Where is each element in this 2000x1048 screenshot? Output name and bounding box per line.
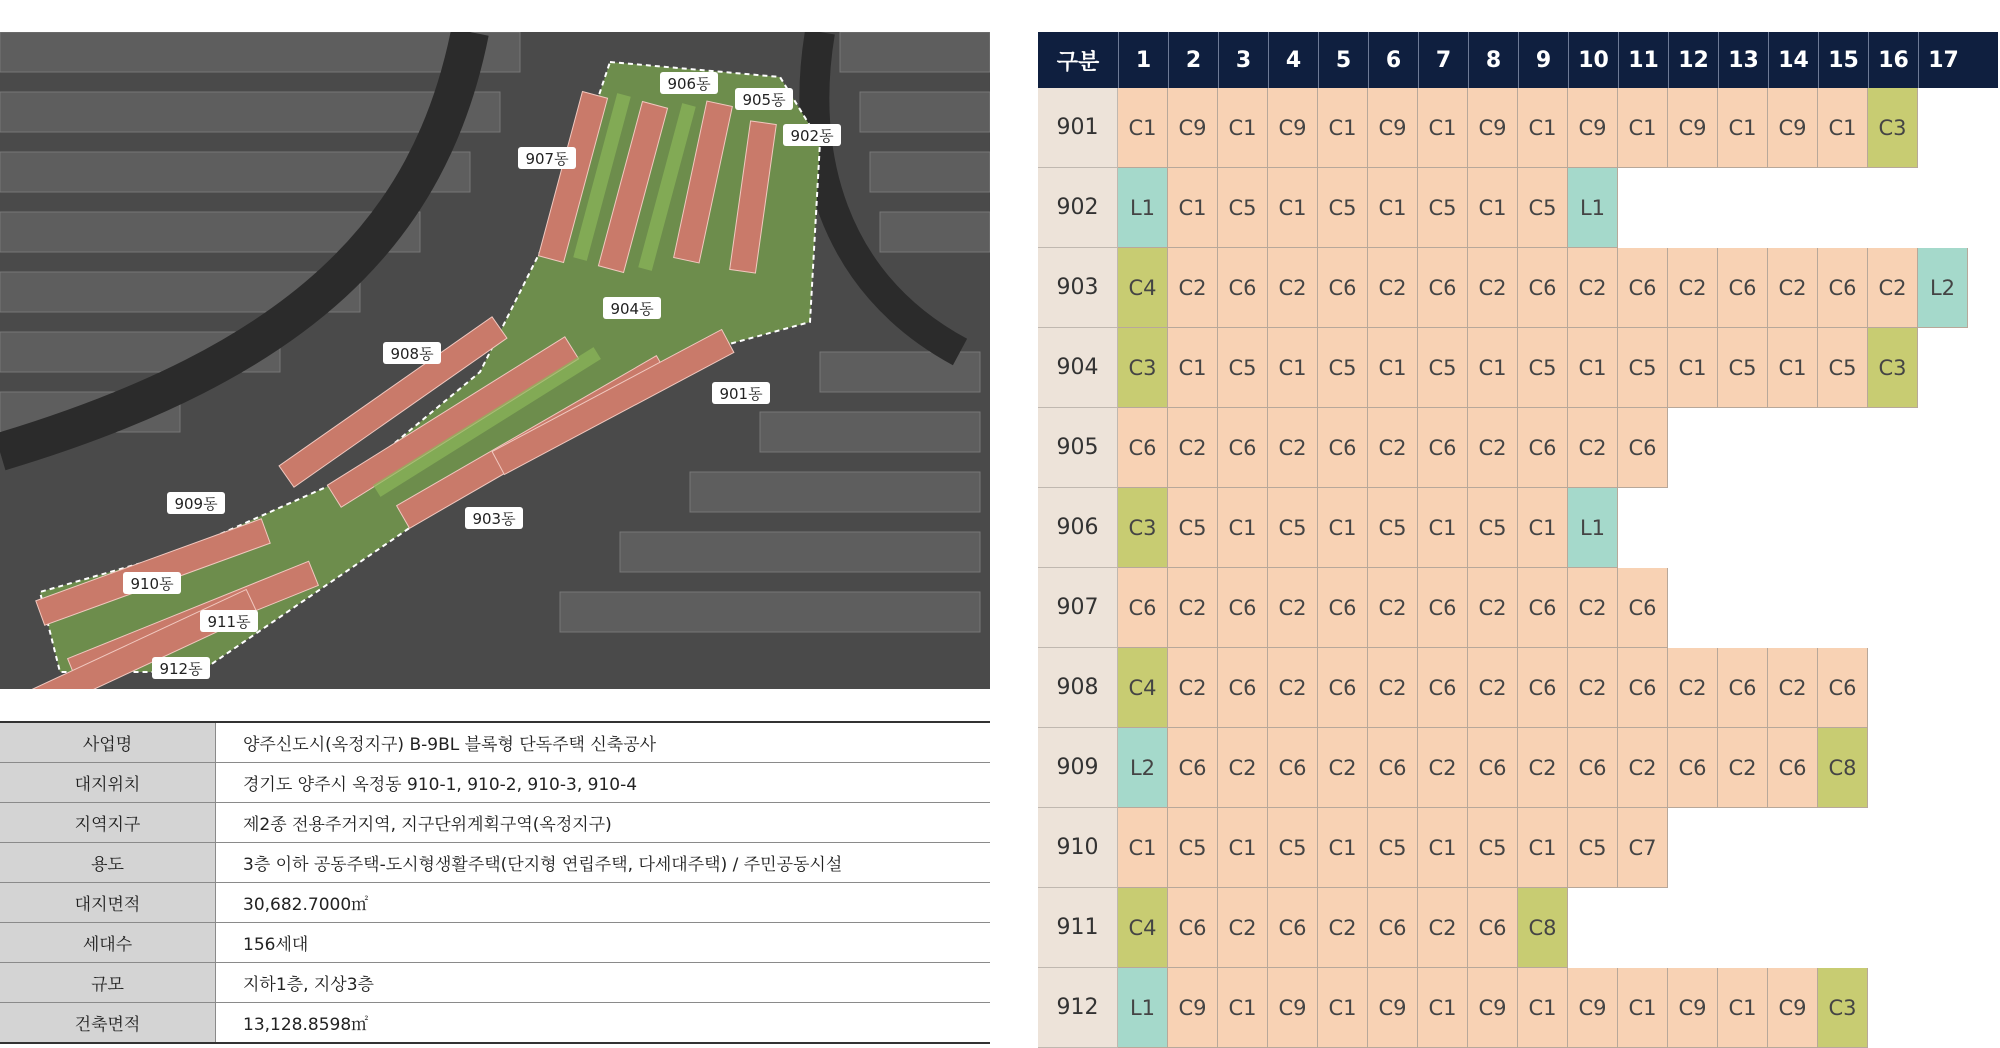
- unit-type-cell: C1: [1218, 808, 1268, 888]
- unit-type-cell: C5: [1318, 328, 1368, 408]
- unit-type-cell: C9: [1568, 88, 1618, 168]
- unit-type-cell: C3: [1118, 328, 1168, 408]
- unit-type-cell: C6: [1218, 408, 1268, 488]
- row-label: 910: [1038, 808, 1118, 888]
- unit-type-cell: C2: [1368, 408, 1418, 488]
- unit-type-cell: C5: [1518, 328, 1568, 408]
- unit-type-cell: C9: [1768, 88, 1818, 168]
- unit-type-cell: C2: [1468, 408, 1518, 488]
- grid-header-label: 구분: [1056, 49, 1100, 75]
- unit-type-cell: C1: [1818, 88, 1868, 168]
- svg-text:912동: 912동: [159, 660, 203, 678]
- unit-type-cell: C5: [1368, 808, 1418, 888]
- unit-type-cell: C2: [1168, 248, 1218, 328]
- unit-type-cell: C1: [1368, 168, 1418, 248]
- info-label: 용도: [0, 843, 216, 883]
- unit-type-cell: C2: [1668, 248, 1718, 328]
- unit-type-cell: C9: [1568, 968, 1618, 1048]
- unit-type-cell: C2: [1368, 248, 1418, 328]
- grid-column-header: 11: [1618, 32, 1668, 88]
- unit-type-cell: C6: [1468, 728, 1518, 808]
- svg-text:909동: 909동: [174, 495, 218, 513]
- svg-text:903동: 903동: [472, 510, 516, 528]
- info-row: [0, 923, 990, 963]
- unit-type-cell: C5: [1418, 328, 1468, 408]
- label-905: [735, 88, 793, 110]
- unit-type-cell: C2: [1218, 728, 1268, 808]
- unit-type-cell: C1: [1518, 488, 1568, 568]
- unit-type-cell: C1: [1668, 328, 1718, 408]
- grid-column-header: 6: [1368, 32, 1418, 88]
- label-908: [383, 342, 441, 364]
- unit-type-cell: C9: [1268, 968, 1318, 1048]
- grid-column-header: 14: [1768, 32, 1818, 88]
- unit-type-cell: C4: [1118, 648, 1168, 728]
- grid-rows: [1038, 88, 1998, 1048]
- info-label: 지역지구: [0, 803, 216, 843]
- unit-type-cell: C8: [1818, 728, 1868, 808]
- unit-type-cell: C5: [1268, 808, 1318, 888]
- unit-type-cell: C2: [1568, 648, 1618, 728]
- info-label: 세대수: [0, 923, 216, 963]
- unit-type-cell: C5: [1168, 808, 1218, 888]
- unit-type-cell: L1: [1568, 168, 1618, 248]
- row-label: 904: [1038, 328, 1118, 408]
- unit-type-cell: C2: [1268, 568, 1318, 648]
- unit-type-cell: C2: [1718, 728, 1768, 808]
- info-value: 지하1층, 지상3층: [216, 963, 991, 1003]
- label-912: [152, 657, 210, 679]
- unit-type-cell: C5: [1168, 488, 1218, 568]
- unit-type-cell: C6: [1418, 648, 1468, 728]
- info-value: 3층 이하 공동주택-도시형생활주택(단지형 연립주택, 다세대주택) / 주민공동시설: [216, 843, 991, 883]
- unit-type-cell: C9: [1168, 968, 1218, 1048]
- unit-type-cell: C2: [1268, 648, 1318, 728]
- info-row: [0, 883, 990, 923]
- svg-text:911동: 911동: [207, 613, 251, 631]
- unit-type-cell: C1: [1618, 968, 1668, 1048]
- unit-type-cell: C6: [1768, 728, 1818, 808]
- unit-type-cell: C2: [1268, 248, 1318, 328]
- unit-type-cell: C5: [1568, 808, 1618, 888]
- unit-type-cell: C6: [1268, 728, 1318, 808]
- unit-type-cell: C2: [1568, 248, 1618, 328]
- unit-type-cell: C8: [1518, 888, 1568, 968]
- grid-row-903: [1038, 248, 1998, 328]
- unit-type-cell: C6: [1818, 248, 1868, 328]
- unit-type-cell: C6: [1168, 888, 1218, 968]
- unit-type-cell: C2: [1618, 728, 1668, 808]
- unit-type-cell: C2: [1168, 408, 1218, 488]
- info-value: 양주신도시(옥정지구) B-9BL 블록형 단독주택 신축공사: [216, 722, 991, 763]
- unit-type-cell: C9: [1468, 968, 1518, 1048]
- unit-type-cell: C9: [1268, 88, 1318, 168]
- unit-type-cell: C1: [1768, 328, 1818, 408]
- unit-type-cell: C1: [1468, 328, 1518, 408]
- unit-type-cell: C1: [1168, 328, 1218, 408]
- unit-type-cell: C6: [1218, 248, 1268, 328]
- label-909: [167, 492, 225, 514]
- unit-type-cell: C6: [1718, 648, 1768, 728]
- unit-type-cell: C1: [1368, 328, 1418, 408]
- unit-type-cell: C5: [1418, 168, 1468, 248]
- unit-type-cell: C5: [1218, 328, 1268, 408]
- unit-type-cell: C5: [1518, 168, 1568, 248]
- unit-type-cell: C1: [1518, 88, 1568, 168]
- site-plan-image: [0, 32, 990, 689]
- unit-type-cell: C6: [1118, 568, 1168, 648]
- grid-column-header: 3: [1218, 32, 1268, 88]
- unit-type-cell: C6: [1518, 648, 1568, 728]
- grid-row-906: [1038, 488, 1998, 568]
- unit-type-cell: C2: [1168, 568, 1218, 648]
- unit-type-cell: C2: [1518, 728, 1568, 808]
- unit-type-cell: C6: [1118, 408, 1168, 488]
- label-902: [783, 124, 841, 146]
- grid-header: [1038, 32, 1998, 88]
- unit-type-cell: C2: [1318, 728, 1368, 808]
- unit-type-cell: C6: [1418, 248, 1468, 328]
- unit-type-cell: C5: [1618, 328, 1668, 408]
- unit-type-cell: C6: [1218, 568, 1268, 648]
- unit-type-cell: C1: [1318, 488, 1368, 568]
- info-value: 13,128.8598㎡: [216, 1003, 991, 1044]
- unit-type-cell: C1: [1218, 88, 1268, 168]
- grid-row-904: [1038, 328, 1998, 408]
- unit-type-cell: C6: [1318, 248, 1368, 328]
- svg-text:902동: 902동: [790, 127, 834, 145]
- unit-type-cell: C6: [1368, 888, 1418, 968]
- unit-type-cell: C9: [1368, 88, 1418, 168]
- row-label: 909: [1038, 728, 1118, 808]
- unit-type-cell: C5: [1368, 488, 1418, 568]
- row-label: 903: [1038, 248, 1118, 328]
- grid-row-902: [1038, 168, 1998, 248]
- svg-text:904동: 904동: [610, 300, 654, 318]
- info-row: [0, 722, 990, 763]
- grid-column-header: 2: [1168, 32, 1218, 88]
- unit-type-cell: C5: [1268, 488, 1318, 568]
- unit-type-cell: C1: [1418, 808, 1468, 888]
- unit-type-cell: C1: [1268, 168, 1318, 248]
- unit-type-cell: C2: [1418, 728, 1468, 808]
- unit-type-cell: C1: [1418, 968, 1468, 1048]
- info-value: 제2종 전용주거지역, 지구단위계획구역(옥정지구): [216, 803, 991, 843]
- label-906: [660, 72, 718, 94]
- unit-type-cell: C9: [1668, 968, 1718, 1048]
- unit-type-cell: C1: [1318, 88, 1368, 168]
- row-label: 905: [1038, 408, 1118, 488]
- unit-type-cell: C7: [1618, 808, 1668, 888]
- unit-type-cell: C6: [1618, 568, 1668, 648]
- info-label: 사업명: [0, 722, 216, 763]
- row-label: 902: [1038, 168, 1118, 248]
- grid-column-header: 15: [1818, 32, 1868, 88]
- info-value: 30,682.7000㎡: [216, 883, 991, 923]
- unit-type-cell: C6: [1418, 408, 1468, 488]
- unit-type-cell: L2: [1118, 728, 1168, 808]
- grid-row-911: [1038, 888, 1998, 968]
- label-903: [465, 507, 523, 529]
- unit-type-cell: C6: [1168, 728, 1218, 808]
- info-row: [0, 763, 990, 803]
- unit-type-cell: C1: [1318, 968, 1368, 1048]
- unit-type-cell: L1: [1118, 968, 1168, 1048]
- label-907: [518, 147, 576, 169]
- grid-column-header: 13: [1718, 32, 1768, 88]
- unit-type-cell: C1: [1718, 968, 1768, 1048]
- unit-type-cell: C1: [1268, 328, 1318, 408]
- unit-type-cell: C1: [1618, 88, 1668, 168]
- info-row: [0, 803, 990, 843]
- row-label: 908: [1038, 648, 1118, 728]
- unit-type-cell: C2: [1468, 248, 1518, 328]
- label-901: [712, 382, 770, 404]
- unit-type-cell: C6: [1618, 408, 1668, 488]
- unit-type-cell: C3: [1868, 328, 1918, 408]
- row-label: 911: [1038, 888, 1118, 968]
- unit-type-cell: C1: [1118, 808, 1168, 888]
- grid-row-907: [1038, 568, 1998, 648]
- info-label: 건축면적: [0, 1003, 216, 1044]
- unit-type-cell: C3: [1868, 88, 1918, 168]
- unit-type-cell: C2: [1768, 248, 1818, 328]
- svg-text:905동: 905동: [742, 91, 786, 109]
- grid-column-header: 10: [1568, 32, 1618, 88]
- unit-type-cell: C6: [1368, 728, 1418, 808]
- unit-type-cell: C2: [1318, 888, 1368, 968]
- unit-type-cell: C5: [1468, 488, 1518, 568]
- unit-type-cell: C4: [1118, 888, 1168, 968]
- unit-type-cell: C3: [1118, 488, 1168, 568]
- info-label: 규모: [0, 963, 216, 1003]
- unit-type-cell: C2: [1268, 408, 1318, 488]
- unit-type-cell: C1: [1168, 168, 1218, 248]
- grid-row-905: [1038, 408, 1998, 488]
- unit-type-cell: C2: [1468, 648, 1518, 728]
- unit-type-cell: C6: [1718, 248, 1768, 328]
- info-row: [0, 963, 990, 1003]
- row-label: 906: [1038, 488, 1118, 568]
- grid-row-909: [1038, 728, 1998, 808]
- unit-type-cell: C1: [1418, 488, 1468, 568]
- site-plan-svg: [0, 32, 990, 689]
- unit-type-cell: C6: [1418, 568, 1468, 648]
- unit-type-cell: C9: [1668, 88, 1718, 168]
- unit-type-cell: C1: [1218, 488, 1268, 568]
- grid-row-901: [1038, 88, 1998, 168]
- project-info-table: [0, 721, 990, 1044]
- unit-type-cell: C6: [1318, 408, 1368, 488]
- unit-type-cell: C5: [1468, 808, 1518, 888]
- grid-column-header: 7: [1418, 32, 1468, 88]
- grid-column-header: 8: [1468, 32, 1518, 88]
- info-row: [0, 843, 990, 883]
- unit-type-cell: C2: [1568, 408, 1618, 488]
- unit-type-cell: C2: [1368, 568, 1418, 648]
- grid-column-header: 17: [1918, 32, 1968, 88]
- grid-column-header: 16: [1868, 32, 1918, 88]
- unit-type-cell: C6: [1618, 248, 1668, 328]
- grid-row-908: [1038, 648, 1998, 728]
- label-910: [123, 572, 181, 594]
- unit-type-cell: C3: [1818, 968, 1868, 1048]
- unit-type-cell: C6: [1668, 728, 1718, 808]
- row-label: 907: [1038, 568, 1118, 648]
- info-label: 대지위치: [0, 763, 216, 803]
- unit-type-cell: C5: [1718, 328, 1768, 408]
- unit-type-cell: C6: [1518, 568, 1568, 648]
- grid-column-header: 9: [1518, 32, 1568, 88]
- unit-type-cell: C9: [1368, 968, 1418, 1048]
- row-label: 912: [1038, 968, 1118, 1048]
- unit-type-cell: C6: [1618, 648, 1668, 728]
- unit-type-cell: C2: [1568, 568, 1618, 648]
- unit-type-cell: C6: [1818, 648, 1868, 728]
- info-label: 대지면적: [0, 883, 216, 923]
- unit-type-cell: C5: [1218, 168, 1268, 248]
- grid-column-header: 12: [1668, 32, 1718, 88]
- unit-type-cell: L2: [1918, 248, 1968, 328]
- unit-type-cell: C2: [1418, 888, 1468, 968]
- unit-type-cell: C2: [1468, 568, 1518, 648]
- grid-column-header: 4: [1268, 32, 1318, 88]
- row-label: 901: [1038, 88, 1118, 168]
- grid-column-header: 1: [1118, 32, 1168, 88]
- svg-text:907동: 907동: [525, 150, 569, 168]
- unit-type-cell: C1: [1318, 808, 1368, 888]
- unit-type-cell: C6: [1568, 728, 1618, 808]
- unit-type-cell: C1: [1418, 88, 1468, 168]
- info-row: [0, 1003, 990, 1044]
- grid-row-910: [1038, 808, 1998, 888]
- unit-type-cell: C6: [1518, 248, 1568, 328]
- unit-type-cell: C2: [1768, 648, 1818, 728]
- svg-text:901동: 901동: [719, 385, 763, 403]
- svg-text:908동: 908동: [390, 345, 434, 363]
- unit-type-cell: C1: [1218, 968, 1268, 1048]
- label-904: [603, 297, 661, 319]
- unit-type-cell: C9: [1468, 88, 1518, 168]
- unit-type-cell: C4: [1118, 248, 1168, 328]
- unit-type-cell: C6: [1318, 568, 1368, 648]
- unit-type-cell: C9: [1168, 88, 1218, 168]
- unit-type-cell: C2: [1168, 648, 1218, 728]
- unit-type-cell: L1: [1568, 488, 1618, 568]
- label-911: [200, 610, 258, 632]
- unit-type-cell: C1: [1518, 808, 1568, 888]
- unit-type-cell: C2: [1218, 888, 1268, 968]
- unit-type-cell: C6: [1518, 408, 1568, 488]
- unit-type-cell: L1: [1118, 168, 1168, 248]
- unit-type-cell: C1: [1468, 168, 1518, 248]
- unit-type-grid: [1038, 32, 1998, 1048]
- svg-text:910동: 910동: [130, 575, 174, 593]
- unit-type-cell: C6: [1268, 888, 1318, 968]
- unit-type-cell: C2: [1668, 648, 1718, 728]
- unit-type-cell: C1: [1518, 968, 1568, 1048]
- info-value: 156세대: [216, 923, 991, 963]
- unit-type-cell: C1: [1718, 88, 1768, 168]
- svg-text:906동: 906동: [667, 75, 711, 93]
- unit-type-cell: C1: [1568, 328, 1618, 408]
- unit-type-cell: C2: [1868, 248, 1918, 328]
- unit-type-cell: C2: [1368, 648, 1418, 728]
- unit-type-cell: C6: [1218, 648, 1268, 728]
- unit-type-cell: C6: [1468, 888, 1518, 968]
- grid-column-header: 5: [1318, 32, 1368, 88]
- unit-type-cell: C5: [1818, 328, 1868, 408]
- grid-row-912: [1038, 968, 1998, 1048]
- info-value: 경기도 양주시 옥정동 910-1, 910-2, 910-3, 910-4: [216, 763, 991, 803]
- unit-type-cell: C5: [1318, 168, 1368, 248]
- unit-type-cell: C9: [1768, 968, 1818, 1048]
- unit-type-cell: C1: [1118, 88, 1168, 168]
- unit-type-cell: C6: [1318, 648, 1368, 728]
